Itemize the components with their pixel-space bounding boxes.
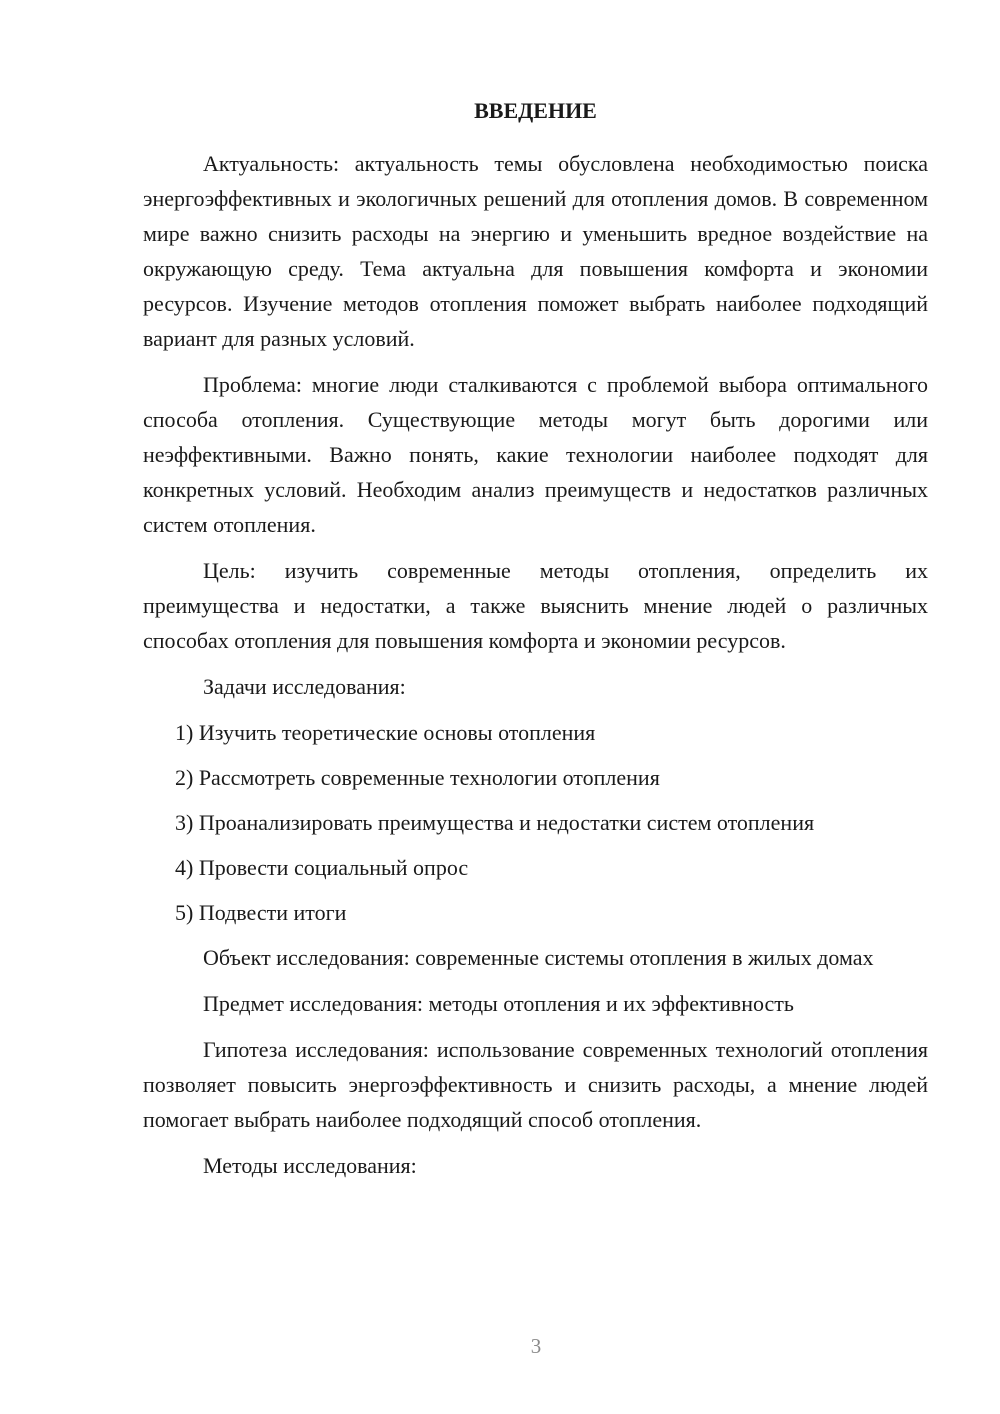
document-page <box>143 96 928 1194</box>
tasks-list <box>143 715 928 930</box>
list-item: 2) Рассмотреть современные технологии отопления <box>175 765 660 790</box>
tasks-heading: Задачи исследования: <box>203 674 406 699</box>
paragraph-problem: Проблема: многие люди сталкиваются с проблемой выбора оптимального способа отопления. Существующие методы могут быть дорогими или неэффективными. Важно понять, какие технологии наиболее подходят для конкретных условий. Необходим анализ преимуществ и недостатков различных систем отопления. <box>143 372 928 537</box>
paragraph-object: Объект исследования: современные системы отопления в жилых домах <box>203 945 874 970</box>
list-item: 4) Провести социальный опрос <box>175 855 469 880</box>
paragraph-relevance: Актуальность: актуальность темы обусловлена необходимостью поиска энергоэффективных и экологичных решений для отопления домов. В современном мире важно снизить расходы на энергию и уменьшить вредное воздействие на окружающую среду. Тема актуальна для повышения комфорта и экономии ресурсов. Изучение методов отопления поможет выбрать наиболее подходящий вариант для разных условий. <box>143 151 928 351</box>
page-title: ВВЕДЕНИЕ <box>474 98 597 123</box>
paragraph-goal: Цель: изучить современные методы отопления, определить их преимущества и недостатки, а также выяснить мнение людей о различных способах отопления для повышения комфорта и экономии ресурсов. <box>143 558 928 653</box>
paragraph-hypothesis: Гипотеза исследования: использование современных технологий отопления позволяет повысить энергоэффективность и снизить расходы, а мнение людей помогает выбрать наиболее подходящий способ отопления. <box>143 1037 928 1132</box>
page-number: 3 <box>530 1334 542 1358</box>
paragraph-subject: Предмет исследования: методы отопления и их эффективность <box>203 991 794 1016</box>
list-item: 3) Проанализировать преимущества и недостатки систем отопления <box>175 810 815 835</box>
list-item: 1) Изучить теоретические основы отопления <box>175 720 596 745</box>
methods-heading: Методы исследования: <box>203 1153 417 1178</box>
list-item: 5) Подвести итоги <box>175 900 347 925</box>
